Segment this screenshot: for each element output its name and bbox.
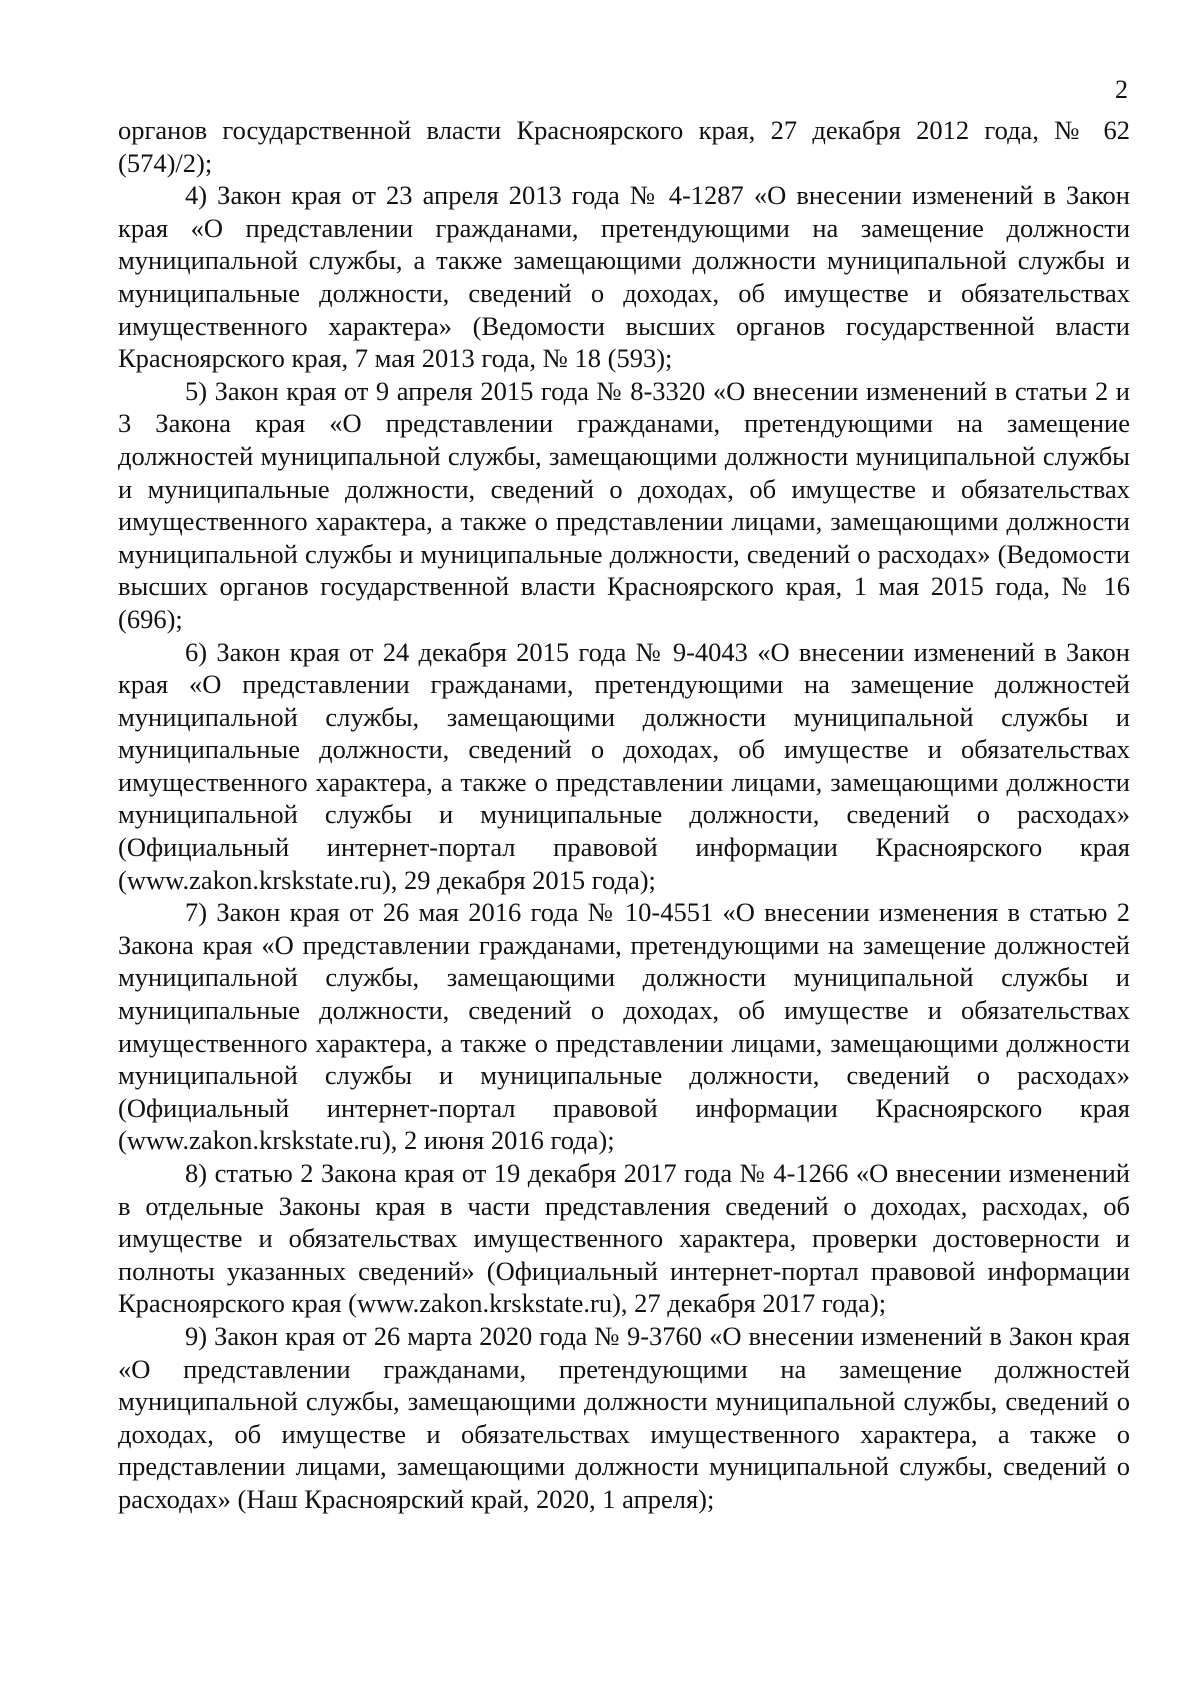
paragraph-item-4: 4) Закон края от 23 апреля 2013 года № 4-1287 «О внесении изменений в Закон края «О представлении гражданами, претендующими на замещение должности муниципальной службы, а также замещающими должности муниципальной службы и муниципальные должности, сведений о доходах, об имуществе и обязательствах имущественного характера» (Ведомости высших органов государственной власти Красноярского края, 7 мая 2013 года, № 18 (593); xyxy=(118,180,1130,374)
paragraph-item-6: 6) Закон края от 24 декабря 2015 года № 9-4043 «О внесении изменений в Закон края «О представлении гражданами, претендующими на замещение должностей муниципальной службы, замещающими должности муниципальной службы и муниципальные должности, сведений о доходах, об имуществе и обязательствах имущественного характера, а также о представлении лицами, замещающими должности муниципальной службы и муниципальные должности, сведений о расходах» (Официальный интернет-портал правовой информации Красноярского края (www.zakon.krskstate.ru), 29 декабря 2015 года); xyxy=(118,636,1130,895)
paragraph-item-7: 7) Закон края от 26 мая 2016 года № 10-4551 «О внесении изменения в статью 2 Закона края «О представлении гражданами, претендующими на замещение должностей муниципальной службы, замещающими должности муниципальной службы и муниципальные должности, сведений о доходах, об имуществе и обязательствах имущественного характера, а также о представлении лицами, замещающими должности муниципальной службы и муниципальные должности, сведений о расходах» (Официальный интернет-портал правовой информации Красноярского края (www.zakon.krskstate.ru), 2 июня 2016 года); xyxy=(118,897,1130,1156)
paragraph-item-8: 8) статью 2 Закона края от 19 декабря 2017 года № 4-1266 «О внесении изменений в отдельные Законы края в части представления сведений о доходах, расходах, об имуществе и обязательствах имущественного характера, проверки достоверности и полноты указанных сведений» (Официальный интернет-портал правовой информации Красноярского края (www.zakon.krskstate.ru), 27 декабря 2017 года); xyxy=(118,1158,1130,1319)
paragraph-item-5: 5) Закон края от 9 апреля 2015 года № 8-3320 «О внесении изменений в статьи 2 и 3 Закона края «О представлении гражданами, претендующими на замещение должностей муниципальной службы, замещающими должности муниципальной службы и муниципальные должности, сведений о доходах, об имуществе и обязательствах имущественного характера, а также о представлении лицами, замещающими должности муниципальной службы и муниципальные должности, сведений о расходах» (Ведомости высших органов государственной власти Красноярского края, 1 мая 2015 года, № 16 (696); xyxy=(118,375,1130,634)
paragraph-item-9: 9) Закон края от 26 марта 2020 года № 9-3760 «О внесении изменений в Закон края «О представлении гражданами, претендующими на замещение должностей муниципальной службы, замещающими должности муниципальной службы, сведений о доходах, об имуществе и обязательствах имущественного характера, а также о представлении лицами, замещающими должности муниципальной службы, сведений о расходах» (Наш Красноярский край, 2020, 1 апреля); xyxy=(118,1320,1130,1514)
page-number: 2 xyxy=(1115,75,1128,104)
document-body xyxy=(118,114,1130,1516)
paragraph-continuation: органов государственной власти Красноярского края, 27 декабря 2012 года, № 62 (574)/2); xyxy=(118,115,1130,178)
